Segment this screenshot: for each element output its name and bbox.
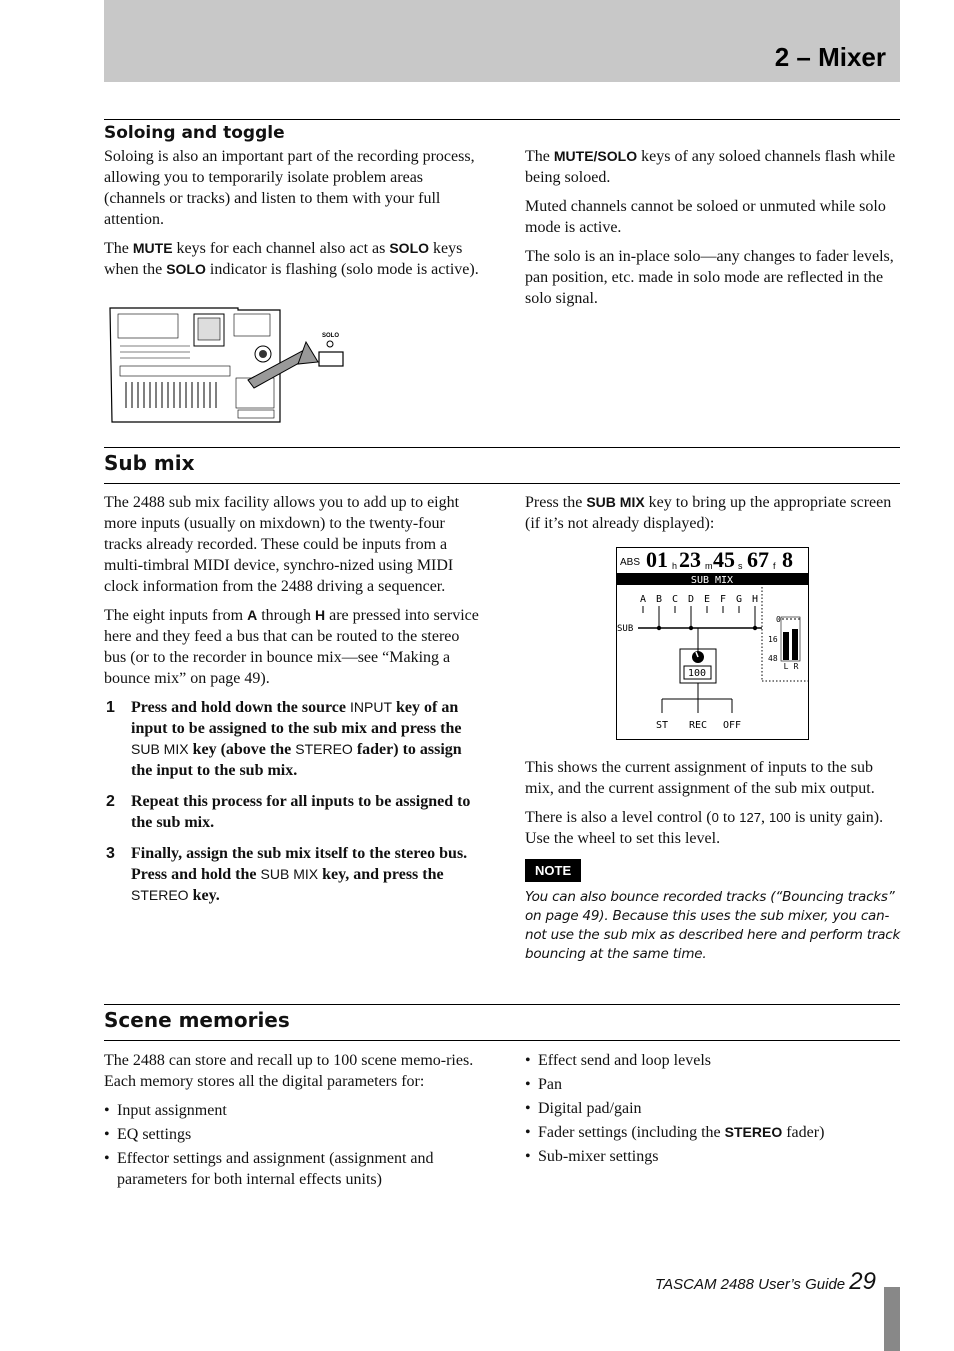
- submix-heading: Sub mix: [104, 451, 195, 475]
- svg-text:45: 45: [713, 547, 735, 572]
- soloing-para-4: Muted channels cannot be soloed or unmuted while solo mode is active.: [525, 198, 886, 236]
- screen-banner: SUB MIX: [690, 575, 734, 586]
- scenes-list-left: [104, 1100, 484, 1190]
- list-item: • Input assignment: [104, 1100, 484, 1121]
- svg-text:67: 67: [747, 547, 769, 572]
- submix-right-column: [525, 492, 901, 542]
- svg-text:REC: REC: [688, 720, 708, 731]
- svg-text:16: 16: [768, 635, 778, 644]
- list-item: • Sub-mixer settings: [525, 1146, 901, 1167]
- screen-input-label: C: [671, 594, 679, 605]
- svg-text:SUB: SUB: [617, 624, 634, 634]
- submix-screen: [616, 547, 809, 740]
- soloing-para-3: The MUTE/SOLO keys of any soloed channels flash while being soloed.: [525, 148, 896, 186]
- svg-text:01: 01: [646, 547, 668, 572]
- screen-input-label: H: [751, 594, 759, 605]
- step-1: 1 Press and hold down the source INPUT key of an input to be assigned to the sub mix and press the SUB MIX key (above the STEREO fader) to assign the input to the sub mix.: [106, 699, 462, 779]
- chapter-title: 2 – Mixer: [774, 42, 886, 72]
- screen-input-label: A: [639, 594, 647, 605]
- soloing-para-1: Soloing is also an important part of the recording process, allowing you to temporarily isolate problem areas (channels or tracks) and listen to them with your full attention.: [104, 148, 475, 228]
- section-rule: [104, 119, 900, 120]
- screen-level: 100: [687, 668, 707, 679]
- screen-input-label: F: [719, 594, 727, 605]
- soloing-para-5: The solo is an in-place solo—any changes to fader levels, pan position, etc. made in solo mode are reflected in the solo signal.: [525, 248, 894, 307]
- page-edge-tab: [884, 1287, 900, 1351]
- submix-para-2: The eight inputs from A through H are pressed into service here and they feed a bus that can be routed to the stereo bus (or to the recorder in bounce mix—see “Making a bounce mix” on page 49).: [104, 607, 479, 687]
- page-footer: [655, 1268, 876, 1296]
- submix-left-column: [104, 492, 482, 916]
- scenes-para-1: The 2488 can store and recall up to 100 scene memo-ries. Each memory stores all the digital parameters for:: [104, 1052, 474, 1090]
- svg-text:0: 0: [776, 615, 781, 624]
- screen-input-label: B: [655, 594, 663, 605]
- svg-text:h: h: [672, 561, 678, 571]
- section-rule: [104, 447, 900, 448]
- svg-text:m: m: [705, 561, 713, 571]
- submix-para-1: The 2488 sub mix facility allows you to add up to eight more inputs (usually on mixdown) to the twenty-four tracks already recorded. These could be inputs from a multi-timbral MIDI device, synchro-nized using MIDI clock information from the 2488 driving a sequencer.: [104, 494, 460, 595]
- soloing-heading: Soloing and toggle: [104, 123, 285, 143]
- svg-text:48: 48: [768, 654, 778, 663]
- scenes-list-right: [525, 1050, 901, 1167]
- guide-title: TASCAM 2488 User’s Guide: [655, 1276, 846, 1293]
- list-item: • EQ settings: [104, 1124, 484, 1145]
- svg-text:s: s: [738, 561, 743, 571]
- scenes-left-column: [104, 1050, 484, 1196]
- chapter-header-bar: [104, 0, 900, 82]
- scenes-right-column: [525, 1050, 901, 1173]
- list-item: • Fader settings (including the STEREO fader): [525, 1122, 901, 1143]
- screen-input-label: E: [703, 594, 711, 605]
- list-item: • Digital pad/gain: [525, 1098, 901, 1119]
- note-text: You can also bounce recorded tracks (“Bouncing tracks” on page 49). Because this uses the sub mixer, you can-not use the sub mix as described here and perform track bouncing at the same time.: [525, 889, 901, 962]
- section-rule: [104, 483, 900, 484]
- svg-text:L: L: [783, 662, 789, 671]
- section-rule: [104, 1040, 900, 1041]
- svg-text:f: f: [773, 561, 776, 571]
- svg-text:ST: ST: [655, 720, 669, 731]
- screen-input-label: D: [687, 594, 695, 605]
- svg-text:8: 8: [782, 547, 793, 572]
- solo-diagram-label: SOLO: [322, 333, 340, 339]
- mixer-solo-diagram: [108, 306, 348, 424]
- soloing-right-column: [525, 146, 901, 317]
- submix-para-right-3: There is also a level control (0 to 127, 100 is unity gain). Use the wheel to set this level.: [525, 809, 884, 847]
- list-item: • Effector settings and assignment (assignment and parameters for both internal effects units): [104, 1148, 484, 1190]
- submix-right-column-lower: [525, 757, 901, 964]
- note-badge: NOTE: [525, 859, 581, 882]
- soloing-para-2: The MUTE keys for each channel also act as SOLO keys when the SOLO indicator is flashing (solo mode is active).: [104, 240, 479, 278]
- svg-text:R: R: [793, 662, 799, 671]
- scenes-heading: Scene memories: [104, 1008, 290, 1032]
- step-3: 3 Finally, assign the sub mix itself to the stereo bus. Press and hold the SUB MIX key, and press the STEREO key.: [106, 845, 468, 904]
- page-number: 29: [849, 1268, 876, 1295]
- svg-text:23: 23: [679, 547, 701, 572]
- list-item: • Pan: [525, 1074, 901, 1095]
- step-2: 2 Repeat this process for all inputs to be assigned to the sub mix.: [106, 793, 471, 831]
- list-item: • Effect send and loop levels: [525, 1050, 901, 1071]
- screen-input-label: G: [735, 594, 743, 605]
- svg-text:OFF: OFF: [722, 720, 742, 731]
- section-rule: [104, 1004, 900, 1005]
- submix-para-right-1: Press the SUB MIX key to bring up the appropriate screen (if it’s not already displayed):: [525, 494, 892, 532]
- soloing-left-column: [104, 146, 480, 288]
- submix-para-right-2: This shows the current assignment of inputs to the sub mix, and the current assignment of the sub mix output.: [525, 759, 875, 797]
- svg-text:ABS: ABS: [620, 557, 641, 568]
